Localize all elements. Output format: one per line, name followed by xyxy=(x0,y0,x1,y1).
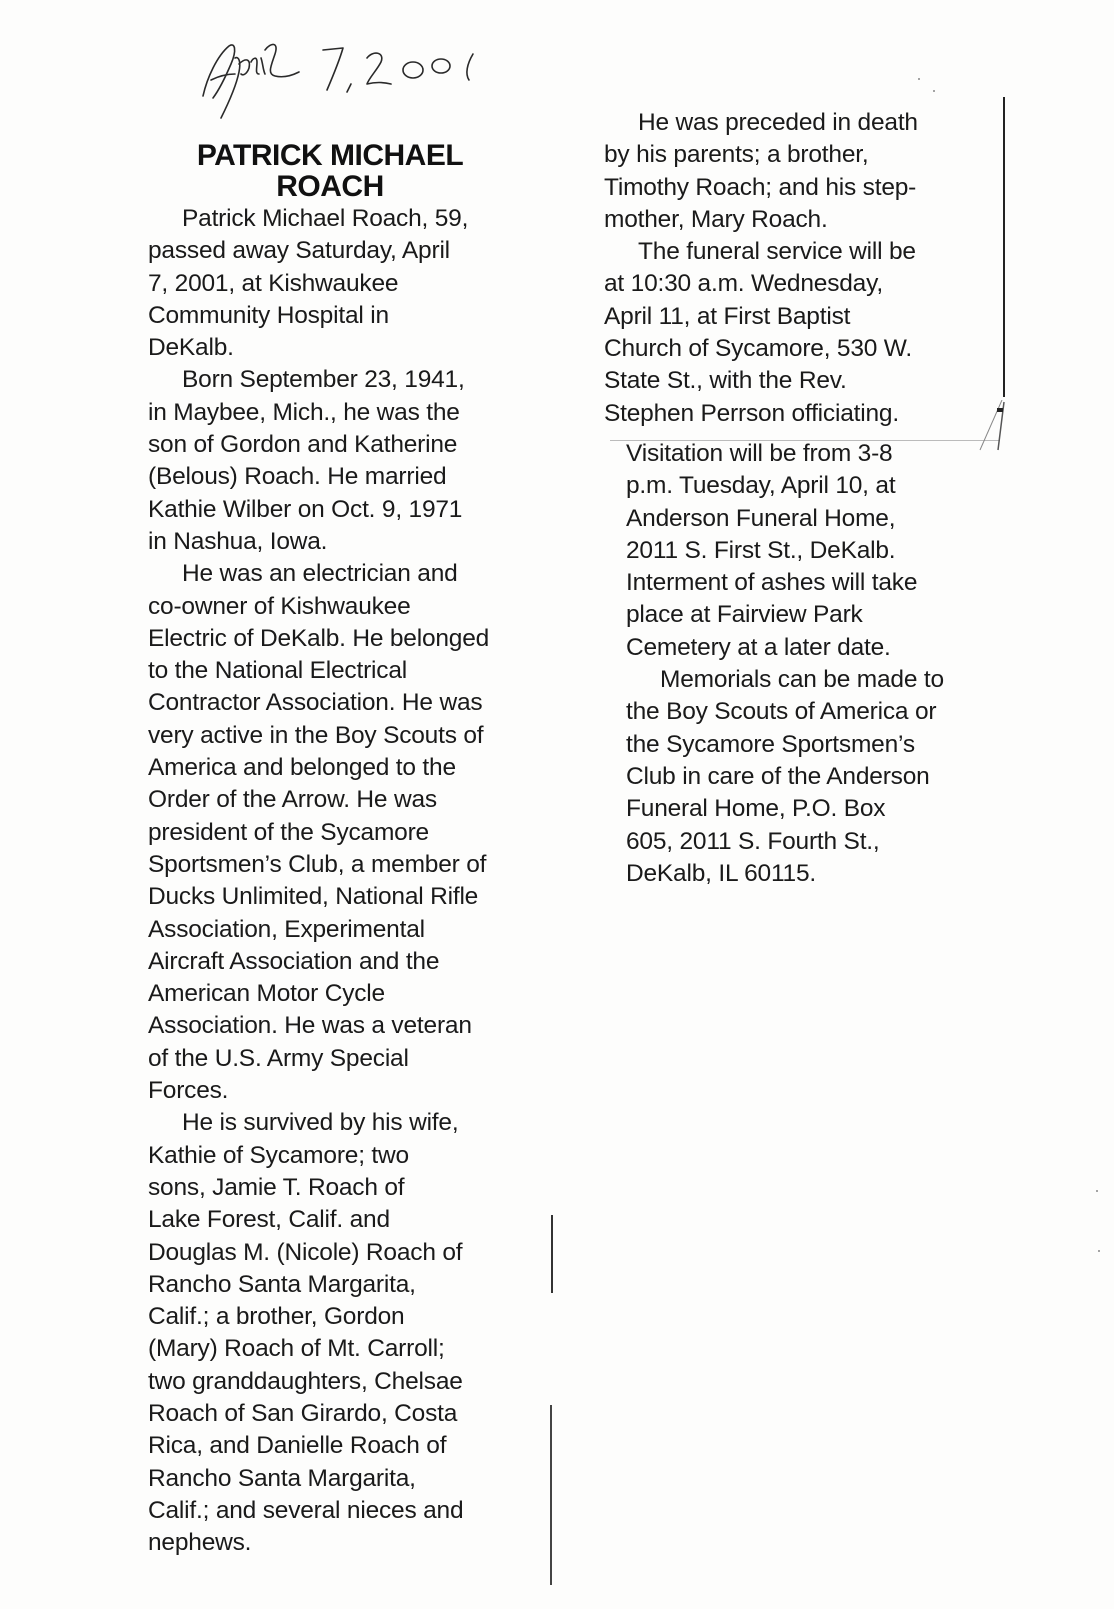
obituary-line: two granddaughters, Chelsae xyxy=(148,1367,463,1395)
obituary-line: place at Fairview Park xyxy=(626,601,863,629)
obituary-line: in Nashua, Iowa. xyxy=(148,527,328,555)
obituary-line: Roach of San Girardo, Costa xyxy=(148,1399,458,1427)
obituary-line: Lake Forest, Calif. and xyxy=(148,1206,390,1234)
obituary-line: passed away Saturday, April xyxy=(148,237,450,265)
obituary-line: 605, 2011 S. Fourth St., xyxy=(626,827,880,855)
column-rule-left-upper xyxy=(551,1215,553,1293)
obituary-line: son of Gordon and Katherine xyxy=(148,431,458,459)
obituary-line: 2011 S. First St., DeKalb. xyxy=(626,536,896,564)
obituary-line: American Motor Cycle xyxy=(148,980,385,1008)
obituary-line: Association, Experimental xyxy=(148,915,425,943)
obituary-line: Rancho Santa Margarita, xyxy=(148,1464,416,1492)
obituary-right-column-top xyxy=(604,107,1004,430)
obituary-title-line1: PATRICK MICHAEL xyxy=(196,139,464,172)
obituary-line: Sportsmen’s Club, a member of xyxy=(148,850,487,878)
obituary-line: p.m. Tuesday, April 10, at xyxy=(626,472,896,500)
obituary-line: very active in the Boy Scouts of xyxy=(148,721,484,749)
obituary-line: America and belonged to the xyxy=(148,754,456,782)
column-rule-right xyxy=(1003,97,1005,397)
obituary-line: Kathie Wilber on Oct. 9, 1971 xyxy=(148,495,463,523)
obituary-line: Anderson Funeral Home, xyxy=(626,504,896,532)
obituary-line: Born September 23, 1941, xyxy=(182,366,465,394)
obituary-line: Club in care of the Anderson xyxy=(626,762,930,790)
obituary-line: Order of the Arrow. He was xyxy=(148,786,437,814)
obituary-line: Contractor Association. He was xyxy=(148,689,483,717)
print-speck xyxy=(1098,1250,1100,1252)
obituary-line: Community Hospital in xyxy=(148,301,389,329)
obituary-line: Rica, and Danielle Roach of xyxy=(148,1432,447,1460)
obituary-line: He was preceded in death xyxy=(638,109,918,136)
obituary-line: Visitation will be from 3-8 xyxy=(626,440,893,467)
obituary-line: Forces. xyxy=(148,1077,229,1105)
obituary-title-line2: ROACH xyxy=(276,170,384,203)
obituary-line: Church of Sycamore, 530 W. xyxy=(604,335,912,363)
obituary-line: of the U.S. Army Special xyxy=(148,1044,409,1072)
obituary-line: president of the Sycamore xyxy=(148,818,429,846)
obituary-line: in Maybee, Mich., he was the xyxy=(148,398,460,426)
obituary-line: co-owner of Kishwaukee xyxy=(148,592,411,620)
obituary-line: The funeral service will be xyxy=(638,238,916,266)
obituary-line: Electric of DeKalb. He belonged xyxy=(148,624,490,652)
obituary-right-column-bottom xyxy=(626,438,1006,890)
obituary-line: Patrick Michael Roach, 59, xyxy=(182,205,469,232)
obituary-line: Funeral Home, P.O. Box xyxy=(626,795,886,823)
obituary-line: mother, Mary Roach. xyxy=(604,205,828,233)
print-speck xyxy=(933,90,935,92)
obituary-line: Interment of ashes will take xyxy=(626,569,918,597)
obituary-line: by his parents; a brother, xyxy=(604,141,869,169)
handwritten-date-scribble xyxy=(195,28,535,123)
obituary-line: the Boy Scouts of America or xyxy=(626,698,937,726)
obituary-line: Timothy Roach; and his step- xyxy=(604,173,917,201)
obituary-left-column xyxy=(148,203,528,1559)
clipping-edge-mark xyxy=(970,400,1010,460)
obituary-line: Ducks Unlimited, National Rifle xyxy=(148,883,479,911)
obituary-line: at 10:30 a.m. Wednesday, xyxy=(604,270,883,298)
obituary-line: Memorials can be made to xyxy=(660,666,944,694)
obituary-line: Calif.; a brother, Gordon xyxy=(148,1303,405,1331)
obituary-line: sons, Jamie T. Roach of xyxy=(148,1173,405,1201)
print-speck xyxy=(918,78,920,80)
handwritten-date xyxy=(195,28,535,123)
obituary-line: Cemetery at a later date. xyxy=(626,633,891,661)
obituary-line: nephews. xyxy=(148,1529,252,1557)
obituary-line: Kathie of Sycamore; two xyxy=(148,1141,409,1169)
obituary-line: the Sycamore Sportsmen’s xyxy=(626,730,915,758)
obituary-line: He was an electrician and xyxy=(182,560,458,588)
obituary-line: DeKalb. xyxy=(148,334,234,362)
column-rule-left-lower xyxy=(550,1405,552,1585)
obituary-line: He is survived by his wife, xyxy=(182,1109,459,1137)
obituary-line: Stephen Perrson officiating. xyxy=(604,399,899,427)
obituary-line: to the National Electrical xyxy=(148,657,407,685)
obituary-line: Aircraft Association and the xyxy=(148,947,440,975)
obituary-line: State St., with the Rev. xyxy=(604,367,847,395)
obituary-line: Calif.; and several nieces and xyxy=(148,1496,464,1524)
print-speck xyxy=(1096,1190,1098,1192)
obituary-line: 7, 2001, at Kishwaukee xyxy=(148,269,399,297)
obituary-line: Association. He was a veteran xyxy=(148,1012,472,1040)
obituary-line: Rancho Santa Margarita, xyxy=(148,1270,416,1298)
obituary-line: (Belous) Roach. He married xyxy=(148,463,447,491)
obituary-line: Douglas M. (Nicole) Roach of xyxy=(148,1238,463,1266)
obituary-line: April 11, at First Baptist xyxy=(604,302,851,330)
obituary-line: (Mary) Roach of Mt. Carroll; xyxy=(148,1335,445,1363)
obituary-line: DeKalb, IL 60115. xyxy=(626,859,817,887)
